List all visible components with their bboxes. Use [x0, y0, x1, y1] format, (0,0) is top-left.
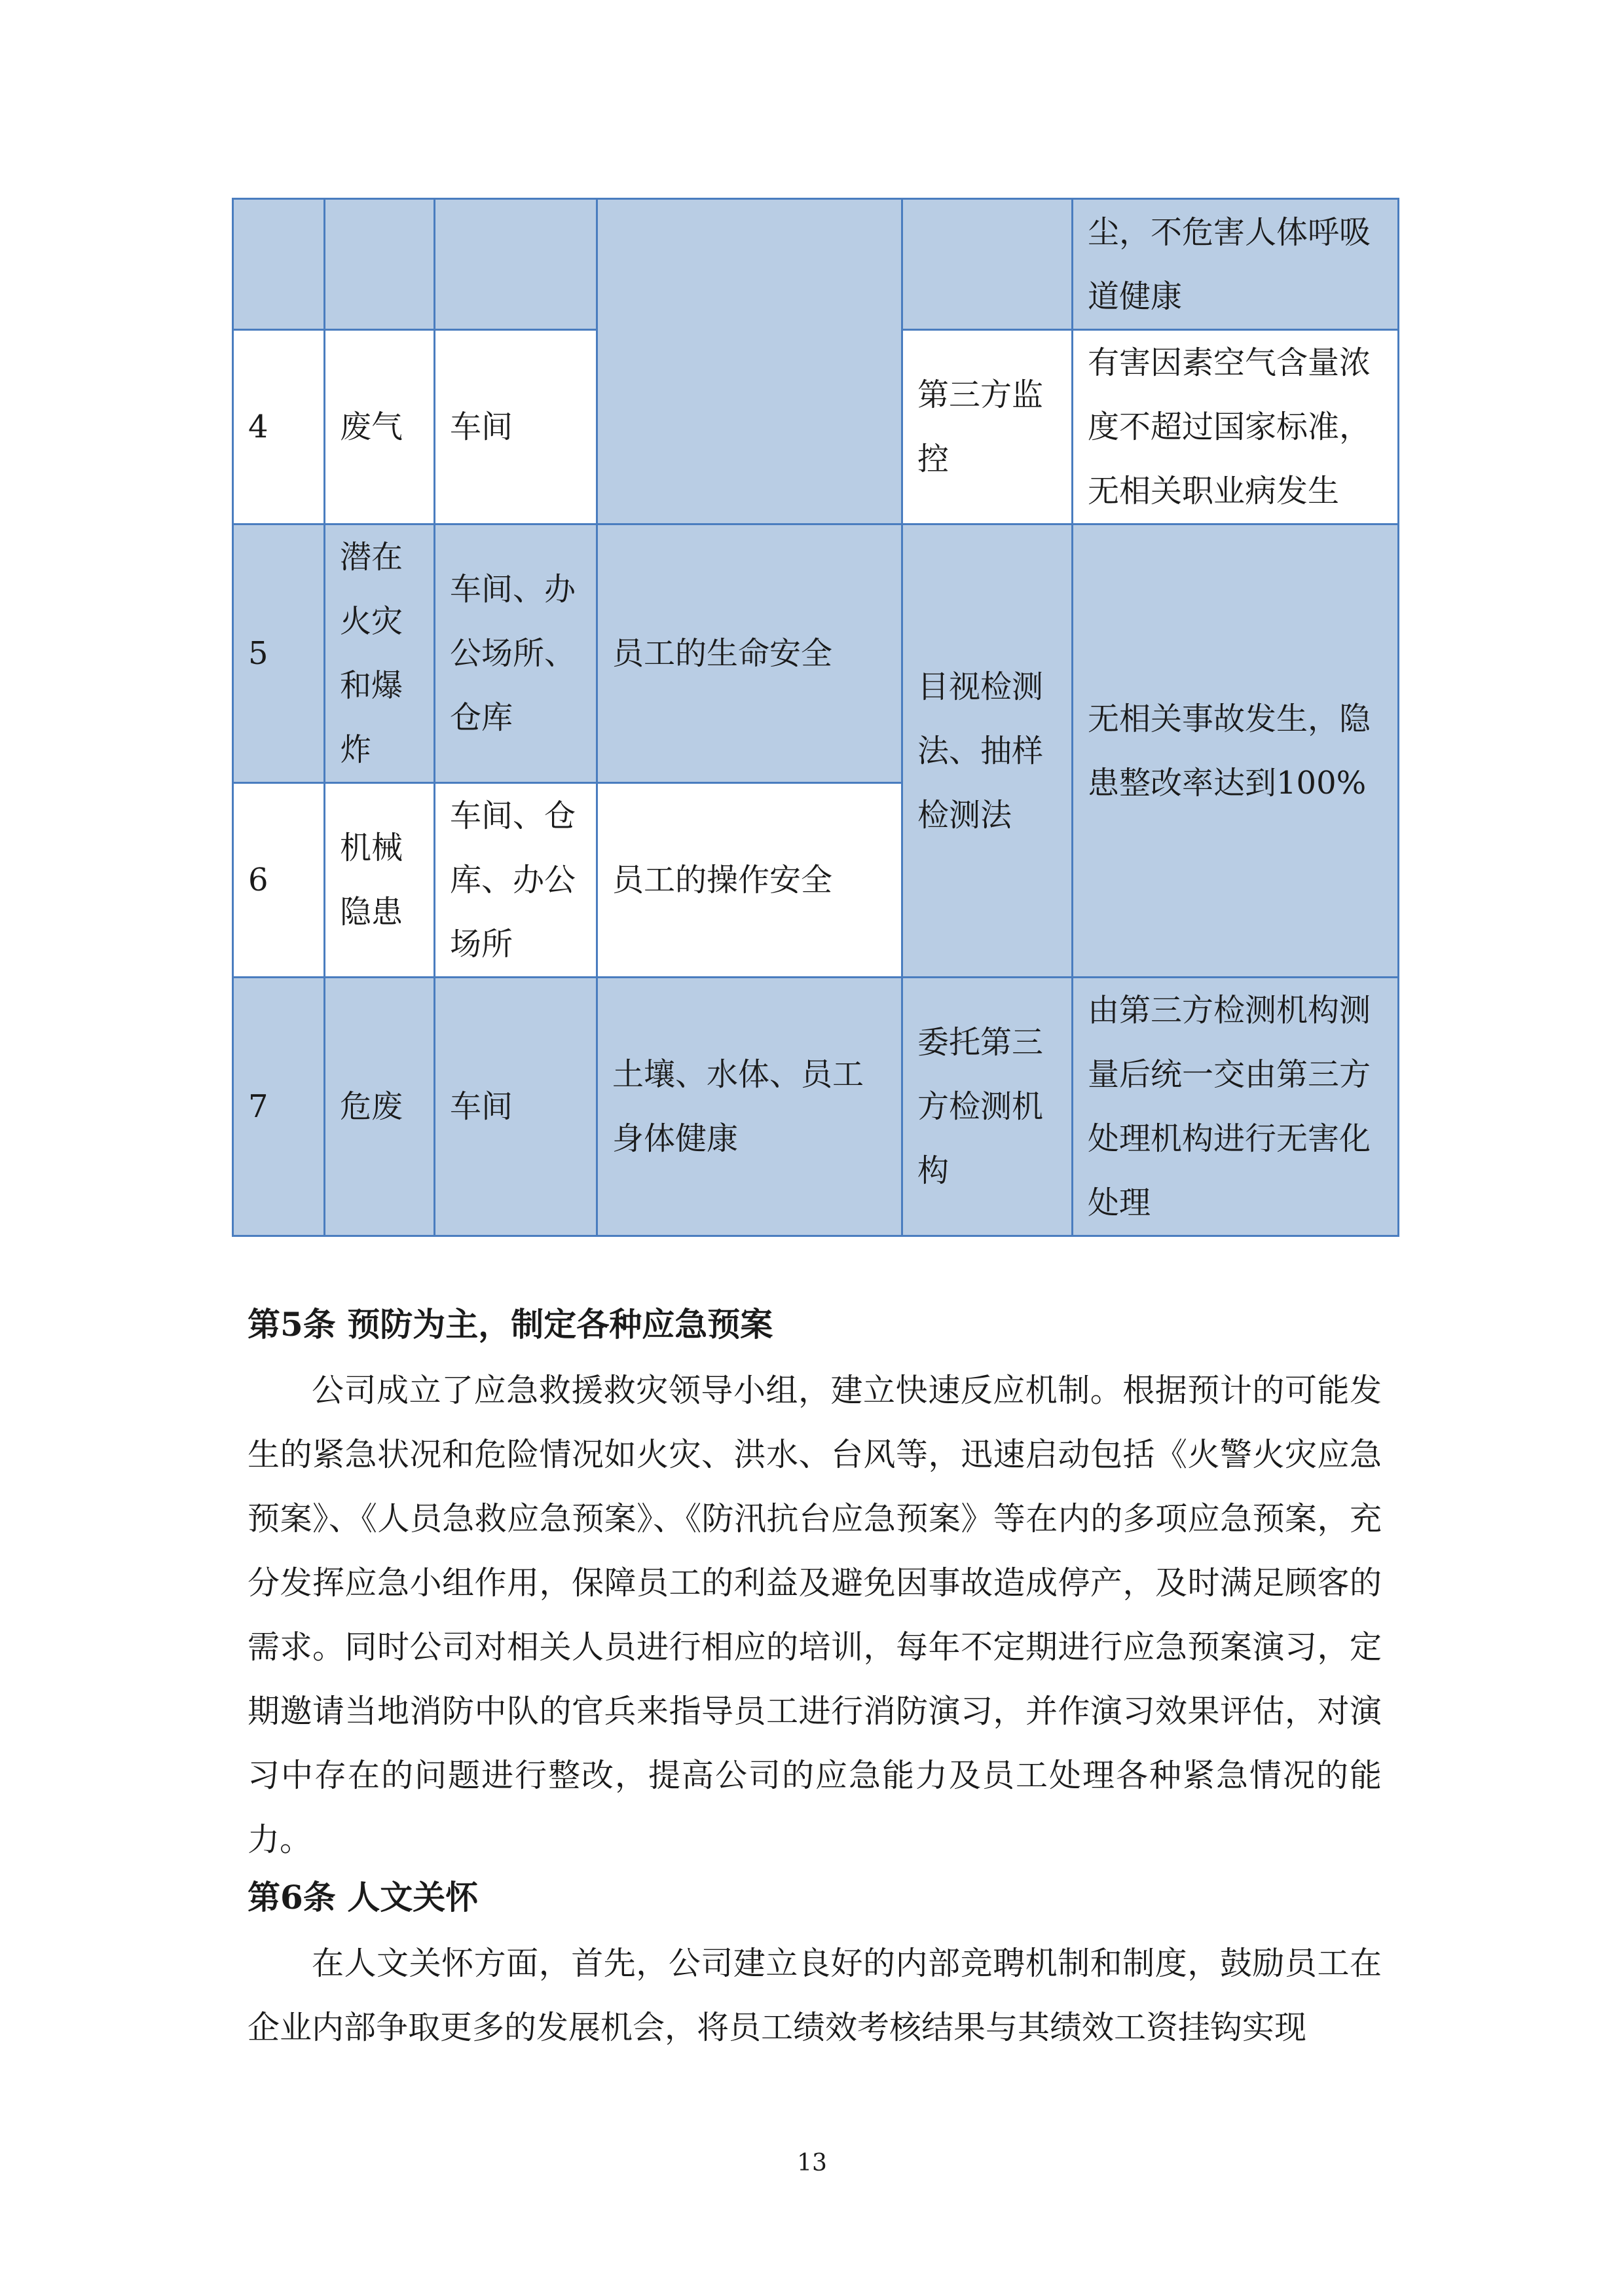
section-5-paragraph: 公司成立了应急救援救灾领导小组，建立快速反应机制。根据预计的可能发生的紧急状况和危险情况如火灾、洪水、台风等，迅速启动包括《火警火灾应急预案》、《人员急救应急预案》、《防汛抗台应急预案》等在内的多项应急预案，充分发挥应急小组作用，保障员工的利益及避免因事故造成停产，及时满足顾客的需求。同时公司对相关人员进行相应的培训，每年不定期进行应急预案演习，定期邀请当地消防中队的官兵来指导员工进行消防演习，并作演习效果评估，对演习中存在的问题进行整改，提高公司的应急能力及员工处理各种紧急情况的能力。: [248, 1372, 1382, 1858]
cell-factor: 潜在火灾和爆炸: [325, 524, 435, 783]
cell-factor: 机械隐患: [325, 783, 435, 978]
cell-number: 5: [233, 524, 325, 783]
table-row: [233, 978, 1399, 1236]
section-5-heading: 第5条 预防为主，制定各种应急预案: [248, 1305, 773, 1344]
cell-target: 员工的生命安全: [597, 524, 902, 783]
cell-target: 土壤、水体、员工身体健康: [597, 978, 902, 1236]
cell-method: 目视检测法、抽样检测法: [902, 524, 1073, 978]
cell-method: 委托第三方检测机构: [902, 978, 1073, 1236]
page-number: 13: [797, 2150, 827, 2176]
section-6-paragraph: 在人文关怀方面，首先，公司建立良好的内部竞聘机制和制度，鼓励员工在企业内部争取更多的发展机会，将员工绩效考核结果与其绩效工资挂钩实现: [248, 1945, 1382, 2046]
table-row: [233, 199, 1399, 330]
cell-target: [597, 199, 902, 524]
cell-number: [233, 199, 325, 330]
section-6-heading: 第6条 人文关怀: [248, 1878, 479, 1917]
cell-method: 第三方监控: [902, 330, 1073, 524]
table-row: [233, 524, 1399, 783]
cell-place: 车间: [435, 978, 597, 1236]
cell-place: [435, 199, 597, 330]
cell-place: 车间、仓库、办公场所: [435, 783, 597, 978]
risk-control-table: [232, 198, 1399, 1237]
cell-place: 车间: [435, 330, 597, 524]
cell-factor: [325, 199, 435, 330]
cell-place: 车间、办公场所、仓库: [435, 524, 597, 783]
cell-number: 6: [233, 783, 325, 978]
cell-factor: 危废: [325, 978, 435, 1236]
cell-factor: 废气: [325, 330, 435, 524]
cell-method: [902, 199, 1073, 330]
cell-target: 员工的操作安全: [597, 783, 902, 978]
cell-number: 4: [233, 330, 325, 524]
cell-goal: 无相关事故发生，隐患整改率达到100%: [1073, 524, 1399, 978]
cell-goal: 有害因素空气含量浓度不超过国家标准，无相关职业病发生: [1073, 330, 1399, 524]
cell-number: 7: [233, 978, 325, 1236]
cell-goal: 尘，不危害人体呼吸道健康: [1073, 199, 1399, 330]
cell-goal: 由第三方检测机构测量后统一交由第三方处理机构进行无害化处理: [1073, 978, 1399, 1236]
